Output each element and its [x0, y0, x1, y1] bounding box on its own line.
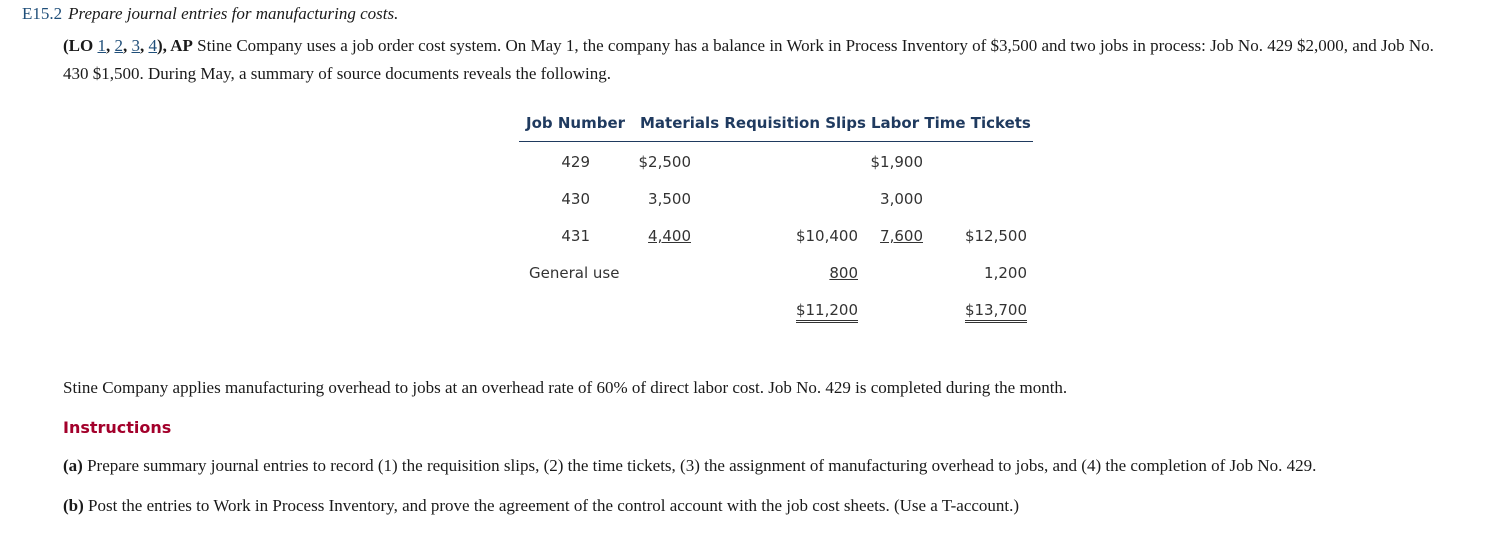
lo-suffix: ), AP: [156, 36, 193, 55]
row-general-use-materials: [770, 264, 858, 282]
instruction-a-text: Prepare summary journal entries to record (1) the requisition slips, (2) the time tickets, (3) the assignment of manufacturing overhead to jobs, and (4) the completion of Job No. 429.: [82, 456, 1317, 475]
lo-prefix: (LO: [63, 36, 98, 55]
row-general-use-materials-value: 800: [829, 264, 858, 282]
header-job-number: Job Number: [526, 114, 626, 132]
row-general-use-job: General use: [529, 264, 620, 282]
intro-paragraph: (LO 1, 2, 3, 4), AP Stine Company uses a job order cost system. On May 1, the company has a balance in Work in Process Inventory of $3,500 and two jobs in process: Job No. 429 $2,000, and Job No. 430 $1,500. During May, a summary of source documents reveals the following.: [63, 36, 1434, 83]
exercise-header: [22, 4, 398, 24]
row-431-materials-total: $10,400: [795, 227, 858, 245]
row-429-materials: $2,500: [638, 153, 691, 171]
header-materials: Materials Requisition Slips: [640, 114, 866, 132]
instruction-a-label: (a): [63, 456, 83, 475]
overhead-note: Stine Company applies manufacturing overhead to jobs at an overhead rate of 60% of direct labor cost. Job No. 429 is completed during the month.: [63, 378, 1068, 397]
row-431-job: 431: [561, 227, 590, 245]
row-430-job: 430: [561, 190, 590, 208]
total-labor: [940, 301, 1027, 319]
lo-link-1[interactable]: 1: [97, 36, 106, 55]
lo-link-4[interactable]: 4: [148, 36, 157, 55]
row-general-use-labor: 1,200: [984, 264, 1027, 282]
table-header-rule: [519, 141, 1033, 142]
row-429-labor: $1,900: [870, 153, 923, 171]
lo-link-3[interactable]: 3: [131, 36, 140, 55]
total-materials-value: $11,200: [796, 301, 858, 323]
exercise-number: E15.2: [22, 4, 63, 23]
row-431-labor-total: $12,500: [964, 227, 1027, 245]
row-430-labor: 3,000: [880, 190, 923, 208]
exercise-title: Prepare journal entries for manufacturing costs.: [68, 4, 399, 23]
row-429-job: 429: [561, 153, 590, 171]
instruction-b-label: (b): [63, 496, 84, 515]
instruction-a: [63, 456, 1316, 476]
lo-link-2[interactable]: 2: [114, 36, 123, 55]
total-materials: [770, 301, 858, 319]
instruction-b: [63, 496, 1019, 516]
row-430-materials: 3,500: [648, 190, 691, 208]
row-431-labor-value: 7,600: [880, 227, 923, 245]
header-labor: Labor Time Tickets: [871, 114, 1031, 132]
total-labor-value: $13,700: [965, 301, 1027, 323]
row-431-labor: [853, 227, 923, 245]
instructions-heading: Instructions: [63, 418, 172, 437]
instruction-b-text: Post the entries to Work in Process Inventory, and prove the agreement of the control account with the job cost sheets. (Use a T-account.): [83, 496, 1020, 515]
intro-text: Stine Company uses a job order cost system. On May 1, the company has a balance in Work in Process Inventory of $3,500 and two jobs in process: Job No. 429 $2,000, and Job No. 430 $1,500. During May, a summary of source documents reveals the following.: [63, 36, 1434, 83]
row-431-materials-value: 4,400: [648, 227, 691, 245]
row-431-materials: [620, 227, 691, 245]
